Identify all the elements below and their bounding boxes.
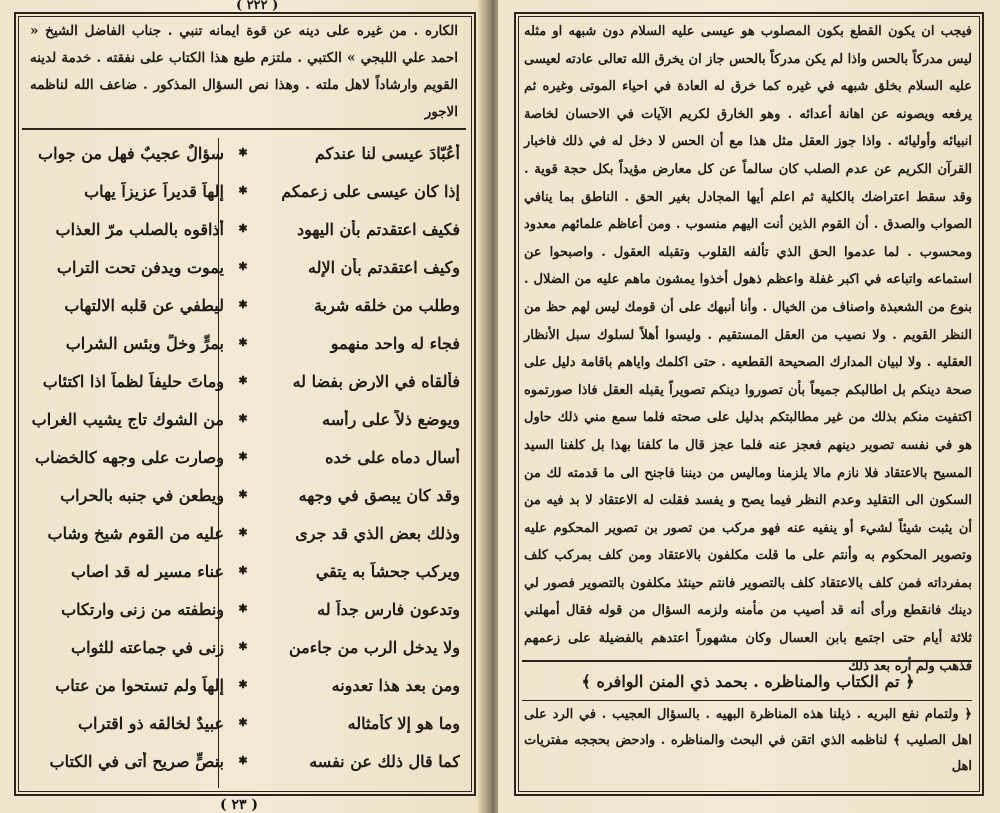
poem-verse	[24, 594, 460, 632]
verse-separator-star-icon: ✱	[238, 678, 248, 691]
verse-separator-star-icon: ✱	[238, 450, 248, 463]
right-page	[498, 0, 1000, 813]
verse-separator-star-icon: ✱	[238, 640, 248, 653]
verse-first-hemistich: فجاء له واحد منهمو	[330, 334, 460, 353]
verse-second-hemistich: من الشوك تاج يشيب الغراب	[31, 410, 224, 429]
verse-first-hemistich: أسال دماه على خده	[325, 448, 460, 467]
verse-first-hemistich: أعُبّادَ عيسى لنا عندكم	[314, 144, 460, 163]
page-number-top: ( ٢٢٢ )	[236, 0, 279, 13]
verse-first-hemistich: وقد كان يبصق في وجهه	[298, 486, 460, 505]
verse-first-hemistich: وكيف اعتقدتم بأن الإله	[308, 258, 460, 277]
left-page	[0, 0, 488, 813]
verse-first-hemistich: إذا كان عيسى على زعمكم	[281, 182, 460, 201]
verse-second-hemistich: وصارت على وجهه كالخضاب	[35, 448, 224, 467]
poem	[24, 138, 460, 786]
colophon-rule	[522, 660, 972, 662]
verse-separator-star-icon: ✱	[238, 374, 248, 387]
verse-second-hemistich: ويطعن في جنبه بالحراب	[60, 486, 224, 505]
verse-second-hemistich: ليطفي عن قلبه الالتهاب	[64, 296, 224, 315]
verse-separator-star-icon: ✱	[238, 602, 248, 615]
verse-second-hemistich: إلهاً ولم تستحوا من عتاب	[55, 676, 224, 695]
poem-verse	[24, 214, 460, 252]
colophon-title: ﴿ تم الكتاب والمناظره . بحمد ذي المنن الوافره ﴾	[581, 672, 915, 691]
verse-first-hemistich: فألقاه في الارض بفضا له	[292, 372, 460, 391]
poem-verse	[24, 252, 460, 290]
intro-paragraph: الكاره . من غيره على دينه عن قوة ايمانه تنبي . جناب الفاضل الشيخ « احمد علي اللبجي » الكتبي . ملتزم طبع هذا الكتاب على نفقته . خدمة لدينه القويم وارشاداً لاهل ملته . وهذا نص السؤال المذكور . ضاعف الله لناظمه الاجور	[30, 23, 458, 120]
poem-verse	[24, 366, 460, 404]
verse-second-hemistich: أذاقوه بالصلب مرّ العذاب	[55, 220, 224, 239]
verse-first-hemistich: ولا يدخل الرب من جاءمن	[289, 638, 460, 657]
verse-separator-star-icon: ✱	[238, 336, 248, 349]
verse-first-hemistich: كما قال ذلك عن نفسه	[309, 752, 460, 771]
verse-first-hemistich: ومن بعد هذا تعدونه	[331, 676, 460, 695]
body-paragraph: فيجب ان يكون القطع بكون المصلوب هو عيسى عليه السلام دون شبهه او مثله ليس مدركاً بالحس واذا لم يكن مدركاً بالحس جاز ان يخرق الله تعالى عادته لعيسى عليه السلام بخلق شبهه في غيره كما خرق له العادة في احياء الموتى وغيره ثم يرفعه ويصونه عن اهانة أعدائه . وهو الخارق لكريم الآيات في الاحسان لخاصة انبيائه وأوليائه . واذا جوز العقل مثل هذا مع أن الحس لا دخل له في ذلك فاخبار القرآن الكريم عن عدم الصلب كان سالماً عن كل معارض مؤيداً بكل حجة قوية . وقد سقط اعتراضك بالكلية ثم اعلم أيها المجادل بغير الحق . الناطق بما ينافي الصواب والصدق . أن القوم الذين أنت اليهم منسوب . ومن أعاظم علمائهم معدود ومحسوب . لما عدموا الحق الذي تألفه القلوب وتقبله العقول . واصبحوا عن استماعه واتباعه في اكبر غفلة واعظم ذهول أخذوا يمشون ماهم عليه من الضلال . بنوع من الشعبذة واصناف من الخيال . وأنا أنبهك على أن قومك ليس لهم حظ من النظر القويم . ولا نصيب من العقل المستقيم . وليسوا أهلاً لسلوك سبل الأنظار العقليه . ولا لبيان المدارك الصحيحة القطعيه . حتى اكلمك واياهم باقامة دليل على صحة دينكم بل اطالبكم جميعاً بأن تصوروا دينكم تصويراً يقبله العقل فاذا صورتموه اكتفيت منكم بذلك من غير مطالبتكم بدليل على صحته فلما سمع مني ذلك حاول هو في نفسه تصوير دينهم فعجز عنه فلما عجز قال ما كلفنا بهذا بل كلفنا السيد المسيح بالاعتقاد فلا نازم مالا يلزمنا وماليس من ديننا فاجنح الى ما قدمته لك من السكون الى التقليد وعدم النظر فيما يصح و يفسد فقلت له الاعتقاد لا بد فيه من أن يثبت شيئاً لشيء أو ينفيه عنه فهو مركب من تصور بن تصوير المحكوم عليه وتصوير المحكوم به وأنتم على ما قلت مكلفون بالاعتقاد ومن كلف بمركب كلف بمفرداته فمن كلف بالاعتقاد كلف بالتصوير فانتم حينئذ مكلفون بالتصوير فصور لي دينك فانقطع ورأى أنه قد أصيب من مأمنه ولزمه السؤال من قوله فقال أمهلني ثلاثة أيام حتى اجتمع بابن العسال وكان مشهوراً اعتدهم بالفضيلة على زعمهم فذهب ولم أره بعد ذلك	[524, 24, 972, 674]
verse-separator-star-icon: ✱	[238, 146, 248, 159]
verse-first-hemistich: وذلك بعض الذي قد جرى	[295, 524, 460, 543]
verse-second-hemistich: عبيدٌ لخالقه ذو اقتراب	[77, 714, 224, 733]
poem-verse	[24, 176, 460, 214]
verse-first-hemistich: وطلب من خلقه شربة	[313, 296, 460, 315]
poem-verse	[24, 670, 460, 708]
verse-separator-star-icon: ✱	[238, 564, 248, 577]
verse-separator-star-icon: ✱	[238, 488, 248, 501]
poem-verse	[24, 708, 460, 746]
poem-verse	[24, 746, 460, 784]
verse-separator-star-icon: ✱	[238, 716, 248, 729]
verse-second-hemistich: زنى في جماعته للثواب	[71, 638, 224, 657]
poem-verse	[24, 632, 460, 670]
poem-verse	[24, 328, 460, 366]
poem-verse	[24, 518, 460, 556]
colophon-text: ﴿ ولتمام نفع البريه . ذيلنا هذه المناظرة البهيه . بالسؤال العجيب . في الرد على اهل الصليب ﴾ لناظمه الذي اتقن في البحث والمناظره . وادحض بحججه مفتريات اهل	[524, 707, 972, 774]
verse-second-hemistich: ونطفته من زنى وارتكاب	[61, 600, 224, 619]
poem-verse	[24, 290, 460, 328]
verse-second-hemistich: عناء مسير له قد اصاب	[70, 562, 224, 581]
verse-first-hemistich: ويركب جحشاً به يتقي	[315, 562, 460, 581]
verse-first-hemistich: وما هو إلا كأمثاله	[347, 714, 460, 733]
verse-second-hemistich: إلهاً قديراً عزيزاً يهاب	[84, 182, 224, 201]
poem-verse	[24, 480, 460, 518]
poem-verse	[24, 556, 460, 594]
verse-second-hemistich: بنصٍّ صريح أتى في الكتاب	[49, 752, 224, 771]
verse-separator-star-icon: ✱	[238, 526, 248, 539]
poem-verse	[24, 138, 460, 176]
colophon-subrule	[522, 700, 972, 701]
poem-verse	[24, 442, 460, 480]
verse-second-hemistich: عليه من القوم شيخ وشاب	[47, 524, 224, 543]
verse-separator-star-icon: ✱	[238, 260, 248, 273]
header-rule	[22, 128, 466, 130]
verse-separator-star-icon: ✱	[238, 412, 248, 425]
verse-second-hemistich: سؤالٌ عجيبٌ فهل من جواب	[38, 144, 224, 163]
verse-separator-star-icon: ✱	[238, 184, 248, 197]
verse-separator-star-icon: ✱	[238, 754, 248, 767]
verse-first-hemistich: وتدعون فارس جداً له	[317, 600, 460, 619]
verse-second-hemistich: وماتَ حليفاً لظماً اذا اكتئاب	[42, 372, 224, 391]
verse-second-hemistich: يموت ويدفن تحت التراب	[56, 258, 224, 277]
verse-separator-star-icon: ✱	[238, 222, 248, 235]
verse-first-hemistich: ويوضع ذلاً على رأسه	[322, 410, 460, 429]
page-number-bottom: ( ٢٣ )	[220, 797, 259, 813]
verse-separator-star-icon: ✱	[238, 298, 248, 311]
poem-verse	[24, 404, 460, 442]
verse-first-hemistich: فكيف اعتقدتم بأن اليهود	[297, 220, 460, 239]
verse-second-hemistich: بمرٍّ وخلٍّ وبئس الشراب	[65, 334, 224, 353]
